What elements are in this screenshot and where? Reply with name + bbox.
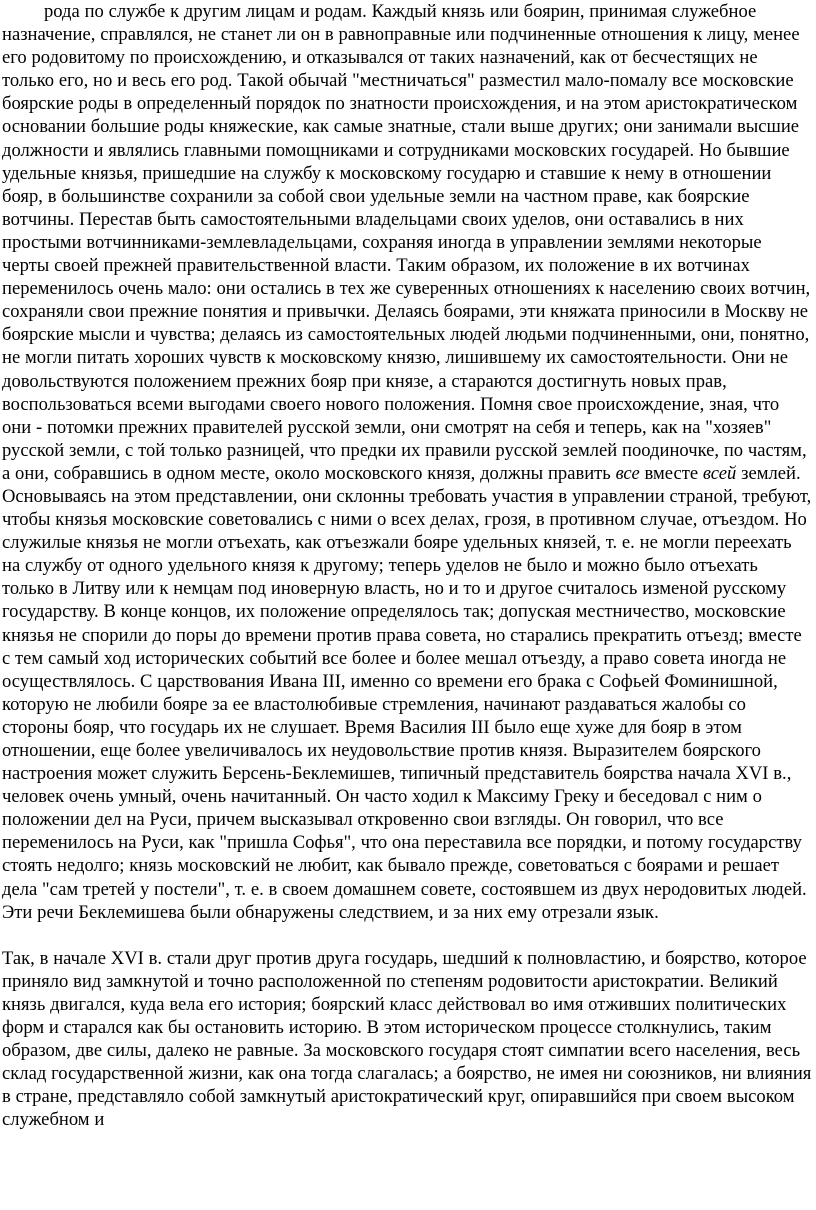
paragraph-1-text-3: землей. Основываясь на этом представлении, они склонны требовать участия в управлении страной, требуют, чтобы князья московские советовались с ними о всех делах, грозя, в противном случае, отъездом. Но служилые князья не могли отъехать, как отъезжали бояре удельных князей, т. е. не могли переехать на службу от одного удельного князя к другому; теперь уделов не было и можно было отъехать только в Литву или к немцам под иноверную власть, но и то и другое считалось изменой русскому государству. В конце концов, их положение определялось так; допуская местничество, московские князья не спорили до поры до времени против права совета, но старались прекратить отъезд; вместе с тем самый ход исторических событий все более и более мешал отъезду, а право совета иногда не осуществлялось. С царствования Ивана III, именно со времени его брака с Софьей Фоминишной, которую не любили бояре за ее властолюбивые стремления, начинают раздаваться жалобы со стороны бояр, что государь их не слушает. Время Василия III было еще хуже для бояр в этом отношении, еще более увеличивалось их неудовольствие против князя. Выразителем боярского настроения может служить Берсень-Беклемишев, типичный представитель боярства начала XVI в., человек очень умный, очень начитанный. Он часто ходил к Максиму Греку и беседовал с ним о положении дел на Руси, причем высказывал откровенно свои взгляды. Он говорил, что все переменилось на Руси, как "пришла Софья", что она переставила все порядки, и потому государству стоять недолго; князь московский не любит, как бывало прежде, советоваться с боярами и решает дела "сам третей у постели", т. е. в своем домашнем совете, состоявшем из двух неродовитых людей. Эти речи Беклемишева были обнаружены следствием, и за них ему отрезали язык. [2, 462, 812, 923]
italic-word-vsey: всей [702, 462, 737, 484]
paragraph-1-text-2: вместе [644, 462, 699, 484]
paragraph-1 [2, 0, 812, 924]
paragraph-1-text: рода по службе к другим лицам и родам. Каждый князь или боярин, принимая служебное назначение, справлялся, не станет ли он в равноправные или подчиненные отношения к лицу, менее его родовитому по происхождению, и отказывался от таких назначений, как от бесчестящих не только его, но и весь его род. Такой обычай "местничаться" разместил мало-помалу все московские боярские роды в определенный порядок по знатности происхождения, и на этом аристократическом основании большие роды княжеские, как самые знатные, стали выше других; они занимали высшие должности и являлись главными помощниками и сотрудниками московских государей. Но бывшие удельные князья, пришедшие на службу к московскому государю и ставшие к нему в отношении бояр, в большинстве сохранили за собой свои удельные земли на частном праве, как боярские вотчины. Перестав быть самостоятельными владельцами своих уделов, они оставались в них простыми вотчинниками-землевладельцами, сохраняя иногда в управлении землями некоторые черты своей прежней правительственной власти. Таким образом, их положение в их вотчинах переменилось очень мало: они остались в тех же суверенных отношениях к населению своих вотчин, сохраняли свои прежние понятия и привычки. Делаясь боярами, эти княжата приносили в Москву не боярские мысли и чувства; делаясь из самостоятельных людей людьми подчиненными, они, понятно, не могли питать хороших чувств к московскому князю, лишившему их самостоятельности. Они не довольствуются положением прежних бояр при князе, а стараются достигнуть новых прав, воспользоваться всеми выгодами своего нового положения. Помня свое происхождение, зная, что они - потомки прежних правителей русской земли, они смотрят на себя и теперь, как на "хозяев" русской земли, с той только разницей, что предки их правили русской землей поодиночке, по частям, а они, собравшись в одном месте, около московского князя, должны править [2, 1, 811, 484]
italic-word-vse: все [615, 462, 640, 484]
paragraph-2: Так, в начале XVI в. стали друг против друга государь, шедший к полновластию, и боярство, которое приняло вид замкнутой и точно расположенной по степеням родовитости аристократии. Великий князь двигался, куда вела его история; боярский класс действовал во имя отживших политических форм и старался как бы остановить историю. В этом историческом процессе столкнулись, таким образом, две силы, далеко не равные. За московского государя стоят симпатии всего населения, весь склад государственной жизни, как она тогда слагалась; а боярство, не имея ни союзников, ни влияния в стране, представляло собой замкнутый аристократический круг, опиравшийся при своем высоком служебном и [2, 947, 812, 1131]
